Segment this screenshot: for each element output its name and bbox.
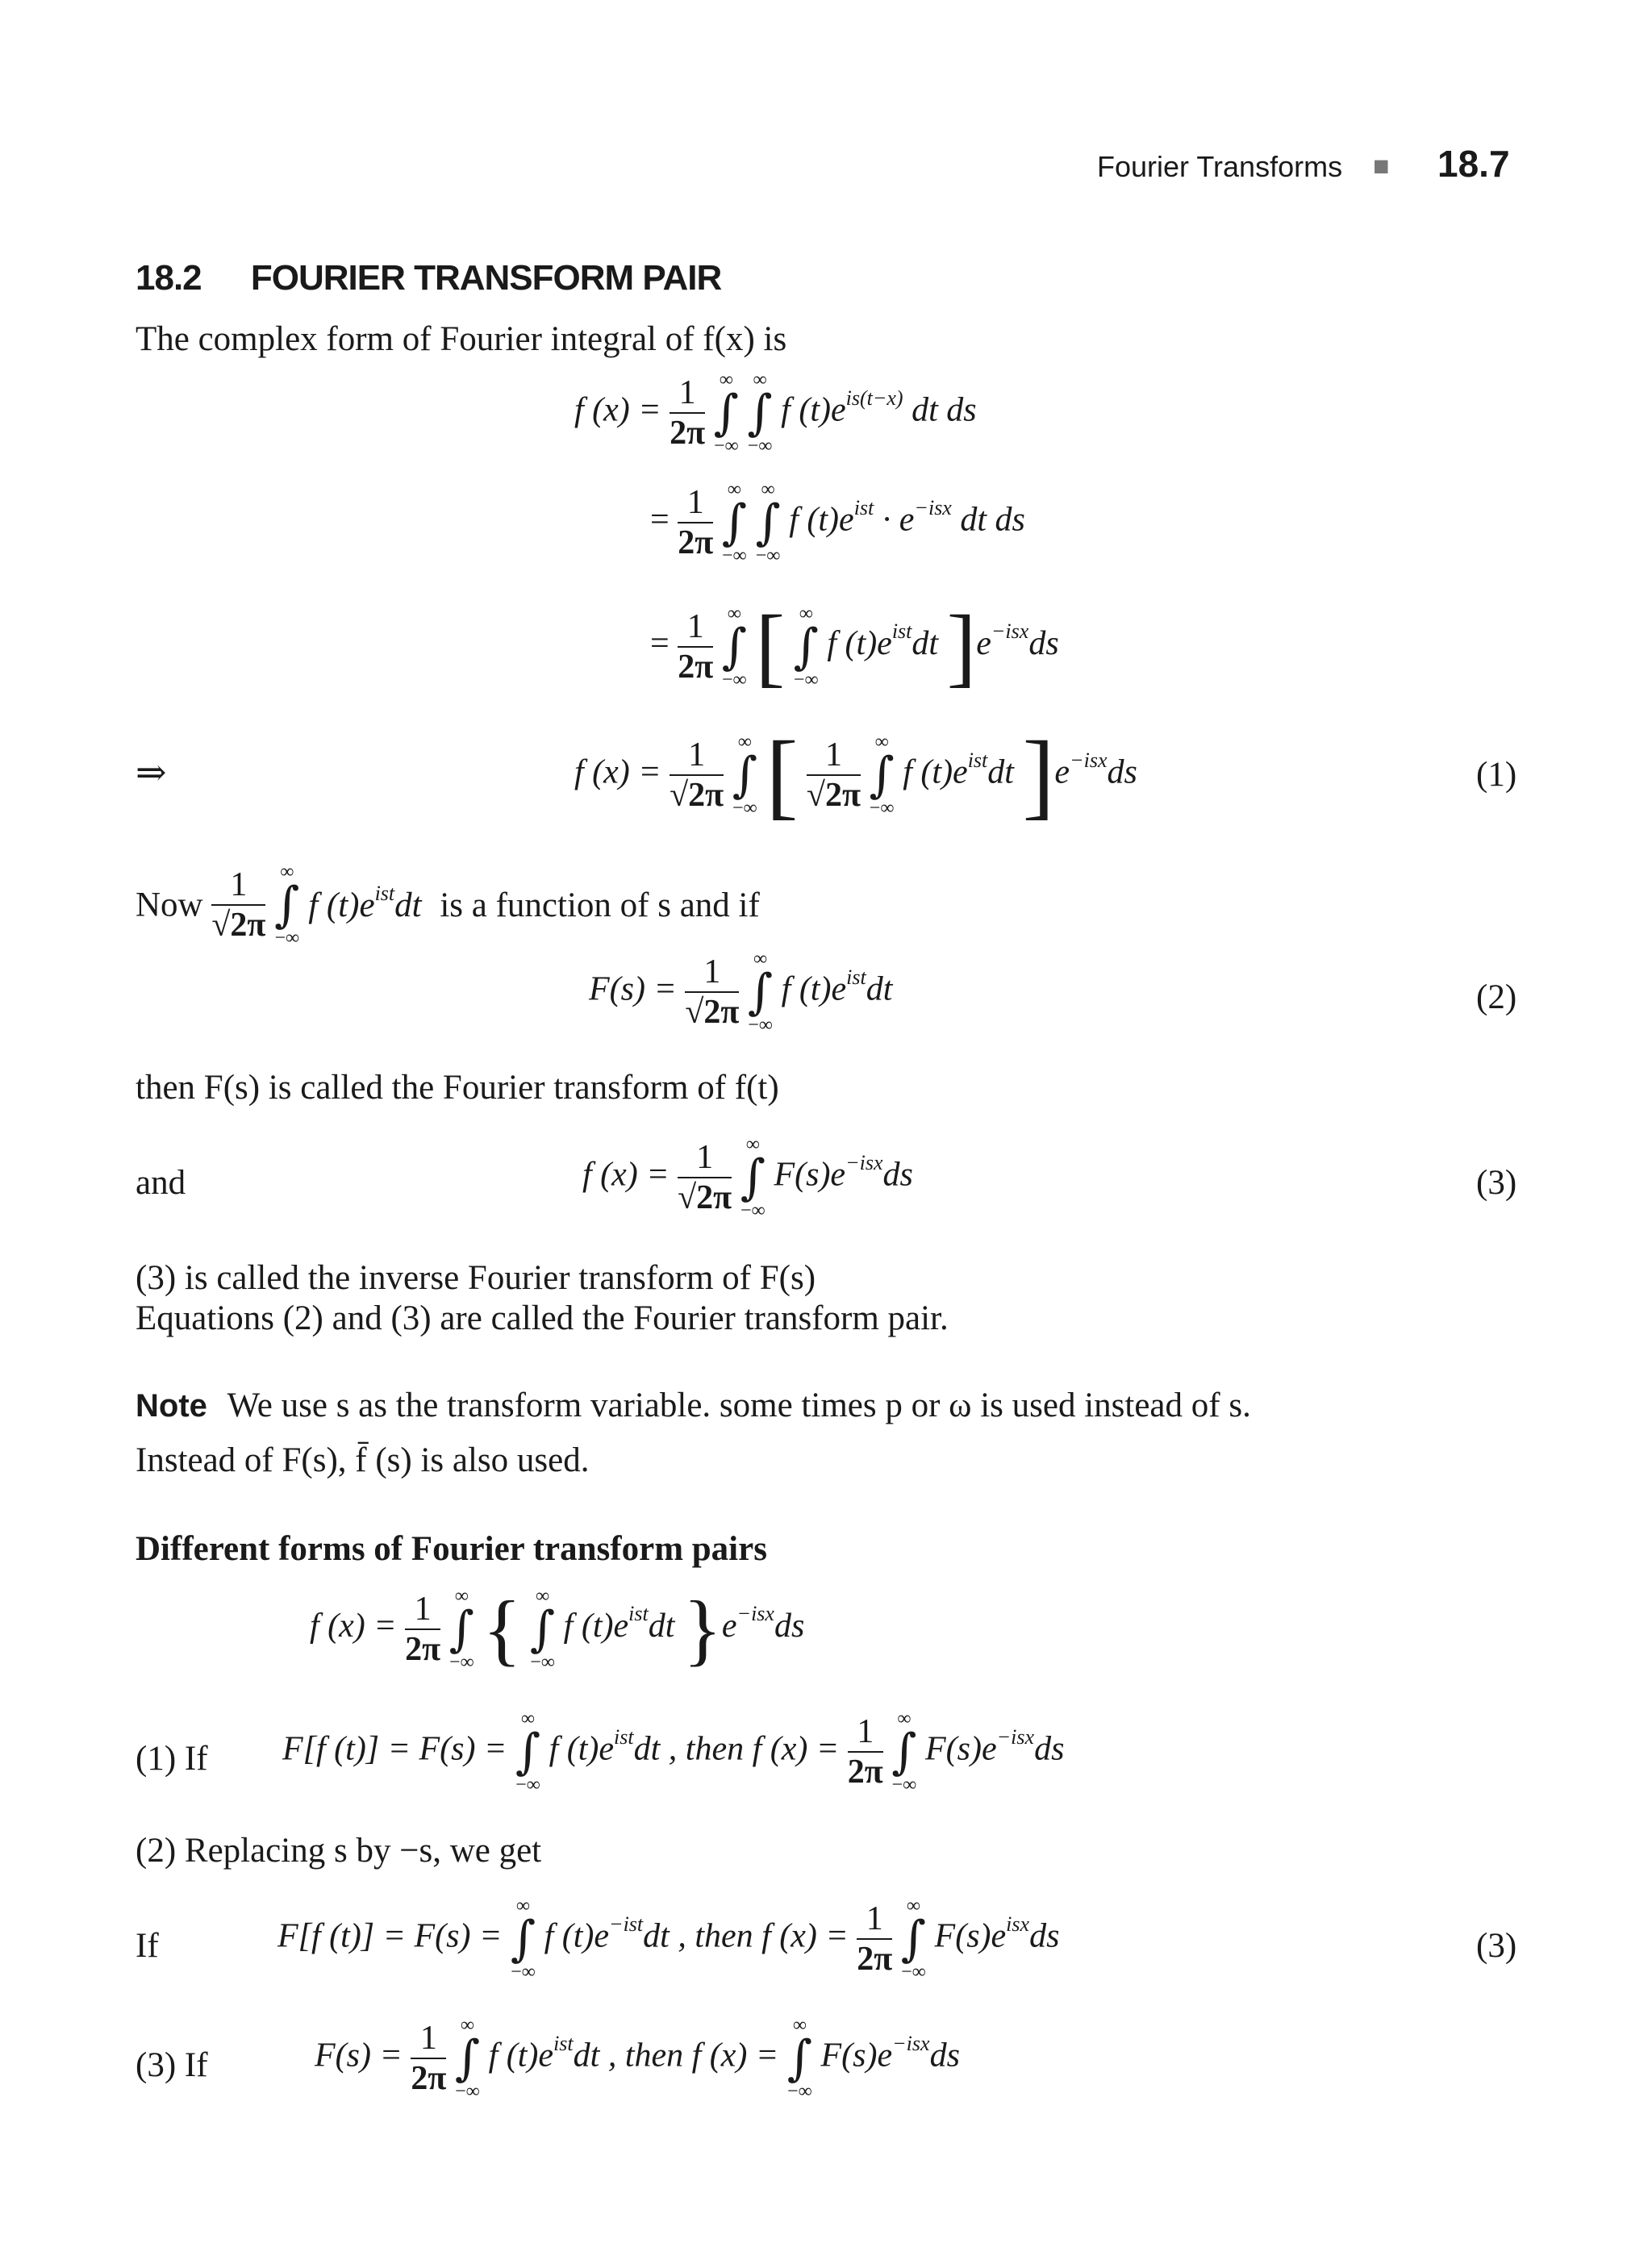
integral-sign: ∞ ∫ −∞ <box>448 1585 474 1673</box>
section-heading <box>136 258 721 298</box>
case-2-equation: F[f (t)] = F(s) = ∞ ∫ −∞ f $(t)e^{-ist}dt$ , then f (x) = $\frac{1}{2\pi}$ ∞ ∫ −∞ $F(s)e^{isx}ds$ <box>277 1895 1060 1983</box>
running-header <box>1097 150 1342 184</box>
integral-sign: ∞ ∫ −∞ <box>900 1895 927 1983</box>
case-3-label: (3) If <box>136 2046 208 2084</box>
implies-symbol: ⇒ <box>136 752 167 793</box>
integral-sign: ∞ ∫ −∞ <box>274 861 300 949</box>
running-title: Fourier Transforms <box>1097 150 1343 183</box>
note-paragraph: Note We use s as the transform variable. some times p or ω is used instead of s. <box>136 1387 1251 1424</box>
section-title: FOURIER TRANSFORM PAIR <box>250 258 722 298</box>
right-bracket: ] <box>946 597 977 695</box>
integral-sign: ∞ ∫ −∞ <box>721 603 747 690</box>
integral-sign: ∞ ∫ −∞ <box>747 949 774 1036</box>
equation-2: F(s) = $\frac{1}{√2\pi}$ ∞ ∫ −∞ f $(t)e^{ist}dt$ <box>589 949 893 1036</box>
integral-sign: ∞ ∫ −∞ <box>747 369 773 457</box>
page-number: 18.7 <box>1437 143 1510 185</box>
left-bracket: [ <box>755 597 786 695</box>
integral-sign: ∞ ∫ −∞ <box>721 479 747 566</box>
equation-line-2: = $\frac{1}{2\pi}$ ∞ ∫ −∞ ∞ ∫ −∞ f $(t)e^{ist} \cdot e^{-isx}$ dt ds <box>650 479 1025 566</box>
pair-line: Equations (2) and (3) are called the Fourier transform pair. <box>136 1299 949 1337</box>
equation-number-3b: (3) <box>1476 1927 1517 1965</box>
note-label: Note <box>136 1388 207 1424</box>
integral-sign: ∞ ∫ −∞ <box>740 1134 766 1221</box>
integral-sign: ∞ ∫ −∞ <box>869 732 895 819</box>
right-bracket: ] <box>1022 721 1055 828</box>
equation-number-3: (3) <box>1476 1164 1517 1202</box>
equation-number-2: (2) <box>1476 978 1517 1016</box>
now-line: Now $\frac{1}{√2\pi}$ ∞ ∫ −∞ f $(t)e^{ist}dt$ is a function of s and if <box>136 861 760 949</box>
forms-heading: Different forms of Fourier transform pairs <box>136 1530 767 1568</box>
right-brace: } <box>682 1584 722 1674</box>
header-separator: ■ <box>1373 152 1390 181</box>
case-2-label: If <box>136 1927 159 1965</box>
fraction: $\frac{1}{2\pi}$ <box>670 374 706 452</box>
equation-number-1: (1) <box>1476 756 1517 794</box>
integral-sign: ∞ ∫ −∞ <box>713 369 739 457</box>
forms-equation: f (x) = $\frac{1}{2\pi}$ ∞ ∫ −∞ { ∞ ∫ −∞ f $(t)e^{ist}dt$ }$e^{-isx}ds$ <box>310 1584 805 1674</box>
case-3-equation: F(s) = $\frac{1}{2\pi}$ ∞ ∫ −∞ f $(t)e^{ist}dt$ , then f (x) = ∞ ∫ −∞ $F(s)e^{-isx}ds$ <box>315 2015 960 2102</box>
integral-sign: ∞ ∫ −∞ <box>454 2015 481 2102</box>
integral-sign: ∞ ∫ −∞ <box>732 732 757 819</box>
integral-sign: ∞ ∫ −∞ <box>786 2015 813 2102</box>
case-1-equation: F[f (t)] = F(s) = ∞ ∫ −∞ f $(t)e^{ist}dt$ , then f (x) = $\frac{1}{2\pi}$ ∞ ∫ −∞ $F(s)e^{-isx}ds$ <box>282 1708 1065 1795</box>
case-1-label: (1) If <box>136 1740 208 1778</box>
note-paragraph-2: Instead of F(s), f̄ (s) is also used. <box>136 1441 590 1479</box>
and-label: and <box>136 1164 186 1202</box>
intro-paragraph: The complex form of Fourier integral of f(x) is <box>136 320 787 358</box>
integral-sign: ∞ ∫ −∞ <box>510 1895 536 1983</box>
inverse-line: (3) is called the inverse Fourier transform of F(s) <box>136 1259 816 1297</box>
section-number: 18.2 <box>136 258 202 298</box>
equation-1: f (x) = $\frac{1}{√2\pi}$ ∞ ∫ −∞ [ $\frac{1}{√2\pi}$ ∞ ∫ −∞ f $(t)e^{ist}dt$ ]$e^{-isx}ds$ <box>574 721 1137 828</box>
equation-line-1: f (x) = $\frac{1}{2\pi}$ ∞ ∫ −∞ ∞ ∫ −∞ f $(t)e^{is(t-x)}$ dt ds <box>574 369 977 457</box>
equation-line-3: = $\frac{1}{2\pi}$ ∞ ∫ −∞ [ ∞ ∫ −∞ f $(t)e^{ist}dt$ ]$e^{-isx}ds$ <box>650 597 1059 695</box>
case-2-line: (2) Replacing s by −s, we get <box>136 1832 542 1870</box>
integral-sign: ∞ ∫ −∞ <box>891 1708 917 1795</box>
equation-3: f (x) = $\frac{1}{√2\pi}$ ∞ ∫ −∞ $F(s)e^{-isx}ds$ <box>582 1134 913 1221</box>
integral-sign: ∞ ∫ −∞ <box>755 479 781 566</box>
integral-sign: ∞ ∫ −∞ <box>515 1708 541 1795</box>
integral-sign: ∞ ∫ −∞ <box>793 603 819 690</box>
left-bracket: [ <box>766 721 799 828</box>
integral-sign: ∞ ∫ −∞ <box>529 1585 556 1673</box>
then-line: then F(s) is called the Fourier transform of f(t) <box>136 1069 779 1107</box>
left-brace: { <box>482 1584 522 1674</box>
